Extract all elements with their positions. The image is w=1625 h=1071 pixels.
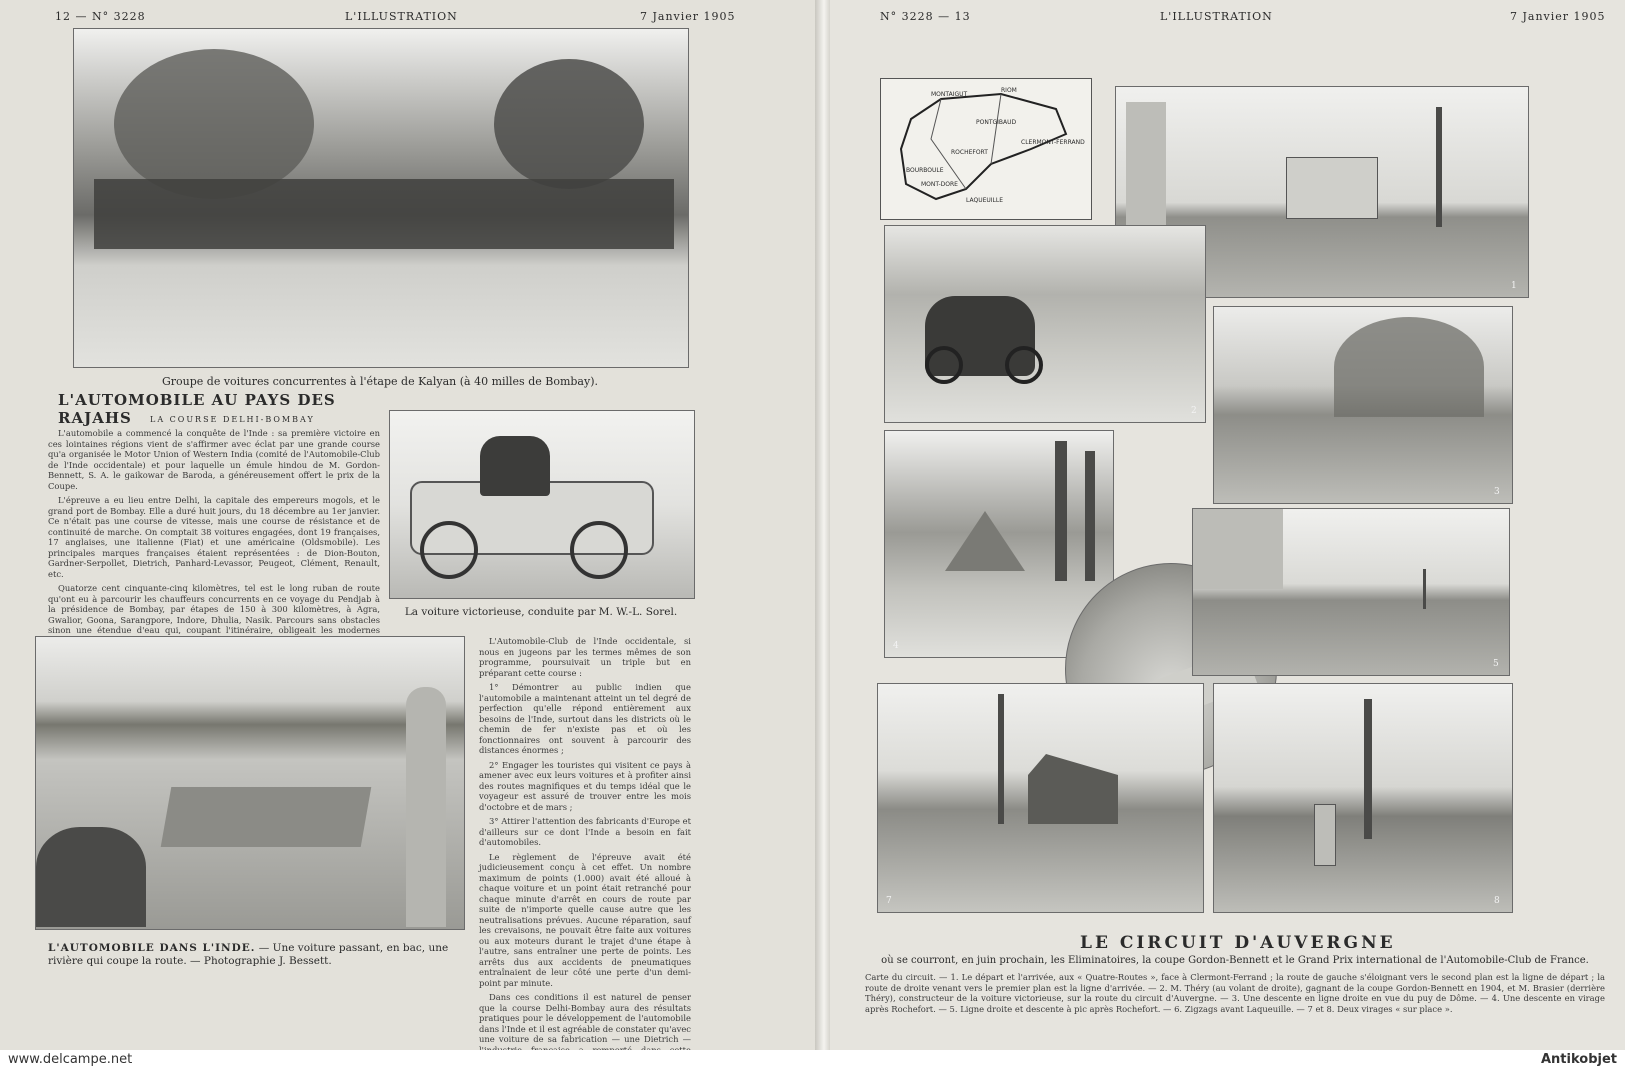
circuit-subtitle: où se courront, en juin prochain, les Eliminatoires, la coupe Gordon-Bennett et le Grand Prix international de l'Automobile-Club de France. [881, 955, 1589, 966]
footer-site-link[interactable]: www.delcampe.net [8, 1052, 133, 1067]
left-page-number: 12 — N° 3228 [55, 10, 146, 23]
circuit-title: LE CIRCUIT D'AUVERGNE [1080, 933, 1396, 953]
photo-laqueuille [877, 683, 1204, 913]
photo-number: 5 [1493, 659, 1499, 669]
map-label: MONT-DORE [921, 181, 958, 188]
right-page-date: N° 3228 — 13 [880, 10, 971, 23]
footer-bar [0, 1050, 1625, 1071]
map-label: ROCHEFORT [951, 149, 988, 156]
left-page [0, 0, 815, 1050]
article-paragraph: Quatorze cent cinquante-cinq kilomètres, tel est le long ruban de route qu'ont eu à parcourir les chauffeurs concurrents en ce voyage du Pendjab à la présidence de Bombay, par étapes de 150 à 300 kilomètres, à Agra, Gwalior, Goona, Sarangpore, Indore, Dhulia, Nasik. Parcours sans obstacles sinon une étendue d'eau qui, coupant l'itinéraire, obligeait les modernes [48, 583, 380, 635]
article-paragraph: L'Automobile-Club de l'Inde occidentale, si nous en jugeons par les termes mêmes de son programme, poursuivait un triple but en préparant cette course : [479, 636, 691, 678]
ferry-caption-text: — Une voiture passant, en bac, une rivière qui coupe la route. — Photographie J. Bessett. [48, 942, 449, 967]
photo-number: 3 [1494, 487, 1500, 497]
article-paragraph: 1° Démontrer au public indien que l'automobile a maintenant atteint un tel degré de perfection qu'elle répond entièrement aux besoins de l'Inde, surtout dans les districts où le chemin de fer n'existe pas et où les fonctionnaires ont souvent à parcourir des distances énormes ; [479, 682, 691, 755]
photo-thery-car [884, 225, 1206, 423]
ferry-caption-title: L'AUTOMOBILE DANS L'INDE. [48, 942, 256, 954]
kalyan-cars-photo [73, 28, 689, 368]
right-page [830, 0, 1625, 1050]
right-page-number: 7 Janvier 1905 [1510, 10, 1606, 23]
map-label: CLERMONT-FERRAND [1021, 139, 1085, 146]
article-paragraph: Le règlement de l'épreuve avait été judicieusement conçu à cet effet. Un nombre maximum de points (1.000) avait été alloué à chaque voiture et un point était retranché pour chaque minute d'arrêt en cours de route par suite de n'importe quelle cause autre que les neutralisations prévues. Aucune réparation, sauf les crevaisons, ne pouvait être faite aux voitures ou aux moteurs durant le trajet d'une étape à l'autre, sans entraîner une perte de points. Les arrêts dus aux accidents de pneumatiques entraînaient de leur côté une perte d'un demi-point par minute. [479, 851, 691, 988]
ferry-caption [48, 942, 463, 968]
article-intro-column [48, 428, 380, 635]
circuit-legend [865, 972, 1605, 1032]
photo-number: 7 [886, 896, 892, 906]
kalyan-photo-caption: Groupe de voitures concurrentes à l'étape de Kalyan (à 40 milles de Bombay). [161, 375, 598, 388]
photo-virage-sur-place [1213, 683, 1513, 913]
legend-text: Carte du circuit. — 1. Le départ et l'arrivée, aux « Quatre-Routes », face à Clermont-Ferrand ; la route de gauche s'éloignant vers le second plan est la ligne de départ ; la route de droite venant vers le premier plan est la ligne d'arrivée. — 2. M. Théry (au volant de droite), gagnant de la coupe Gordon-Bennett en 1904, et M. Brasier (derrière Théry), constructeur de la voiture victorieuse, sur la route du circuit d'Auvergne. — 3. Une descente en ligne droite en vue du puy de Dôme. — 4. Une descente en virage après Rochefort. — 5. Ligne droite et descente à pic après Rochefort. — 6. Zigzags avant Laqueuille. — 7 et 8. Deux virages « sur place ». [865, 972, 1605, 1014]
article-right-column [479, 636, 691, 1044]
article-paragraph: Dans ces conditions il est naturel de penser que la course Delhi-Bombay aura des résultats pratiques pour le développement de l'automobile dans l'Inde et il est agréable de constater qu'avec une voiture de sa fabrication — une Dietrich — [479, 992, 691, 1044]
article-paragraph: L'automobile a commencé la conquête de l'Inde : sa première victoire en ces lointaines régions vient de s'affirmer avec éclat par une grande course qu'a organisée le Motor Union of Western India (comité de l'Automobile-Club de l'Inde occidentale) et pour laquelle un émule hindou de M. Gordon-Bennett, S. A. le gaikowar de Baroda, a généreusement offert le prix de la Coupe. [48, 428, 380, 491]
map-label: BOURBOULE [906, 167, 944, 174]
article-title: L'AUTOMOBILE AU PAYS DES RAJAHS [58, 391, 336, 427]
article-paragraph: 3° Attirer l'attention des fabricants d'Europe et d'ailleurs sur ce dont l'Inde a besoin en fait d'automobiles. [479, 816, 691, 847]
map-label: MONTAIGUT [931, 91, 968, 98]
footer-seller-name: Antikobjet [1540, 1052, 1617, 1067]
map-label: RIOM [1001, 87, 1017, 94]
photo-number: 2 [1191, 406, 1197, 416]
article-subtitle: LA COURSE DELHI-BOMBAY [150, 415, 315, 424]
photo-puy-de-dome [1213, 306, 1513, 504]
photo-number: 4 [893, 641, 899, 651]
photo-number: 8 [1494, 896, 1500, 906]
circuit-map [880, 78, 1092, 220]
map-label: PONTGIBAUD [976, 119, 1017, 126]
winning-car-caption: La voiture victorieuse, conduite par M. W.-L. Sorel. [404, 606, 678, 618]
article-paragraph: 2° Engager les touristes qui visitent ce pays à amener avec eux leurs voitures et à profiter ainsi des routes magnifiques et du temps idéal que le voyageur est assuré de trouver entre les mois d'octobre et de mars ; [479, 759, 691, 812]
left-page-date: 7 Janvier 1905 [640, 10, 736, 23]
ferry-crossing-photo [35, 636, 465, 930]
left-page-masthead: L'ILLUSTRATION [345, 10, 458, 23]
photo-ligne-droite [1192, 508, 1510, 676]
winning-car-photo [389, 410, 695, 599]
map-label: LAQUEUILLE [966, 197, 1004, 204]
article-paragraph: L'épreuve a eu lieu entre Delhi, la capitale des empereurs mogols, et le grand port de Bombay. Elle a duré huit jours, du 18 décembre au 1er janvier. Ce n'était pas une course de vitesse, mais une course de résistance et de continuité de marche. On comptait 38 voitures engagées, dont 19 françaises, 17 anglaises, une italienne (Fiat) et une américaine (Oldsmobile). Les principales marques françaises étaient représentées : de Dion-Bouton, Gardner-Serpollet, Dietrich, Panhard-Levassor, Peugeot, Clément, Renault, etc. [48, 495, 380, 579]
right-page-masthead: L'ILLUSTRATION [1160, 10, 1273, 23]
book-gutter [815, 0, 830, 1071]
photo-number: 1 [1511, 281, 1517, 291]
